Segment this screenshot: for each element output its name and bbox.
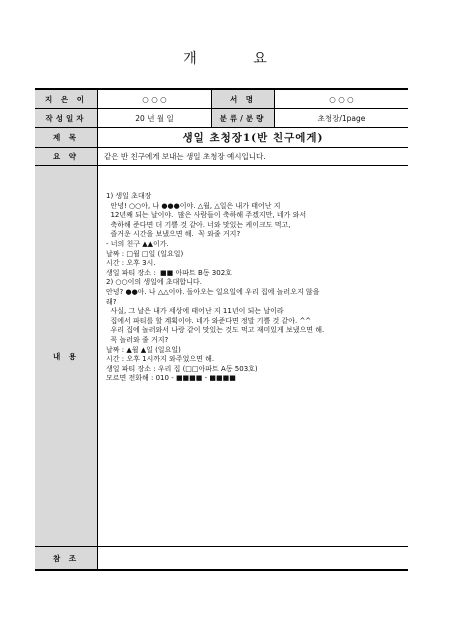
body-line: 즐거운 시간을 보냈으면 해. 꼭 와줄 거지? bbox=[106, 230, 241, 239]
date-value: 20 년 월 일 bbox=[97, 109, 211, 127]
body-line: 안녕! ○○아, 나 ●●●이야. △월, △일은 내가 태어난 지 bbox=[106, 201, 281, 210]
author-value: ○ ○ ○ bbox=[97, 90, 211, 108]
page-title: 개 요 bbox=[183, 51, 293, 67]
body-line: 생일 파티 장소 : ■■ 아파트 B동 302호 bbox=[106, 268, 232, 277]
body-line: 12년째 되는 날이야. 많은 사람들이 축하해 주겠지만, 네가 와서 bbox=[106, 211, 307, 220]
signature-label: 서 명 bbox=[211, 90, 274, 108]
body-line: 1) 생일 초대장 bbox=[106, 192, 152, 200]
body-line: 집에서 파티를 할 계획이야. 네가 와준다면 정말 기쁠 것 같아. ^^ bbox=[106, 316, 312, 325]
body-line: 사실, 그 날은 내가 세상에 태어난 지 11년이 되는 날이라 bbox=[106, 307, 284, 316]
signature-value: ○ ○ ○ bbox=[274, 90, 408, 108]
summary-value: 같은 반 친구에게 보내는 생일 초청장 예시입니다. bbox=[97, 148, 408, 165]
date-label: 작성일자 bbox=[35, 109, 97, 127]
body-line: 시간 : 오후 3시. bbox=[106, 259, 156, 268]
body-line: 모르면 전화해 : 010 - ■■■■ - ■■■■ bbox=[106, 374, 236, 383]
summary-label: 요 약 bbox=[35, 148, 97, 165]
body-line: 우리 집에 놀러와서 나랑 같이 맛있는 것도 먹고 재미있게 보냈으면 해. bbox=[106, 326, 325, 335]
document-form bbox=[35, 88, 408, 571]
reference-label: 참 조 bbox=[35, 547, 97, 569]
author-label: 지 은 이 bbox=[35, 90, 97, 108]
reference-row bbox=[35, 546, 408, 569]
body-line: 2) ○○이의 생일에 초대합니다. bbox=[106, 278, 202, 287]
content-row bbox=[35, 165, 408, 546]
subject-value: 생일 초청장1(반 친구에게) bbox=[97, 128, 408, 147]
body-line: 날짜 : ▲월 ▲일 (일요일) bbox=[106, 345, 181, 354]
body-line: 래? bbox=[106, 297, 117, 306]
category-value: 초청장/1page bbox=[274, 109, 408, 127]
content-label: 내 용 bbox=[35, 166, 97, 546]
body-line: - 너의 친구 ▲▲이가. bbox=[106, 239, 169, 248]
summary-row bbox=[35, 147, 408, 165]
date-row bbox=[35, 108, 408, 127]
subject-label: 제 목 bbox=[35, 128, 97, 147]
body-line: 시간 : 오후 1시까지 와주었으면 해. bbox=[106, 355, 215, 364]
author-row bbox=[35, 90, 408, 108]
body-line: 안녕? ●●아. 나 △△이야. 돌아오는 일요일에 우리 집에 놀러오지 않을 bbox=[106, 287, 320, 296]
body-line: 생일 파티 장소 : 우리 집 (□□아파트 A동 503호) bbox=[106, 364, 258, 373]
body-line: 꼭 놀러와 줄 거지? bbox=[106, 335, 169, 344]
reference-value bbox=[97, 547, 408, 569]
category-label: 분류/분량 bbox=[211, 109, 274, 127]
body-line: 날짜 : □월 □일 (일요일) bbox=[106, 249, 184, 258]
content-body bbox=[97, 166, 408, 546]
body-line: 축하해 준다면 더 기쁠 것 같아. 너와 맛있는 케이크도 먹고, bbox=[106, 220, 291, 229]
subject-row bbox=[35, 127, 408, 147]
